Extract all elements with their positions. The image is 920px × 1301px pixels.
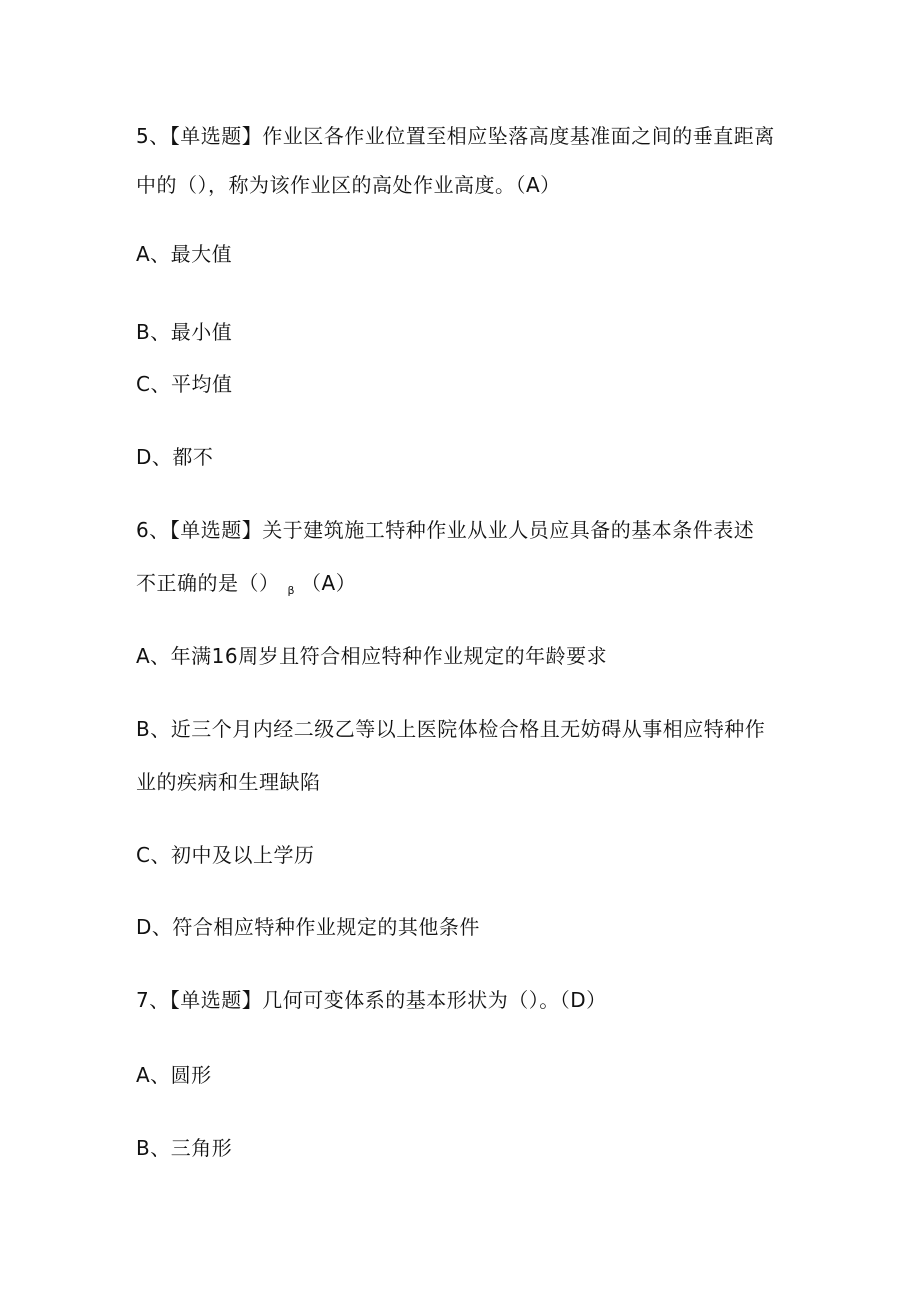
question-6-answer: （A） <box>301 571 357 595</box>
question-6-option-b: B、近三个月内经二级乙等以上医院体检合格且无妨碍从事相应特种作 <box>136 717 766 741</box>
question-5-option-d: D、都不 <box>136 445 214 469</box>
question-6-option-c: C、初中及以上学历 <box>136 843 315 867</box>
question-6-option-d: D、符合相应特种作业规定的其他条件 <box>136 915 480 939</box>
question-6-option-a: A、年满16周岁且符合相应特种作业规定的年龄要求 <box>136 644 608 668</box>
question-6-subscript-mark: β <box>287 584 296 597</box>
question-5-stem-line-2: 中的（），称为该作业区的高处作业高度。（A） <box>136 173 561 197</box>
question-5-option-b: B、最小值 <box>136 320 233 344</box>
question-5-option-c: C、平均值 <box>136 372 233 396</box>
question-6-option-b-continued: 业的疾病和生理缺陷 <box>136 770 321 794</box>
question-5-option-a: A、最大值 <box>136 242 233 266</box>
question-6-stem-line-2 <box>136 569 796 605</box>
question-7-stem-line-1: 7、【单选题】几何可变体系的基本形状为（）。（D） <box>136 988 607 1012</box>
question-7-option-b: B、三角形 <box>136 1136 233 1160</box>
question-5-stem-line-1: 5、【单选题】作业区各作业位置至相应坠落高度基准面之间的垂直距离 <box>136 124 775 148</box>
question-6-stem-line-1: 6、【单选题】关于建筑施工特种作业从业人员应具备的基本条件表述 <box>136 518 755 542</box>
question-7-option-a: A、圆形 <box>136 1063 212 1087</box>
question-6-stem-text: 不正确的是（） <box>136 571 280 595</box>
